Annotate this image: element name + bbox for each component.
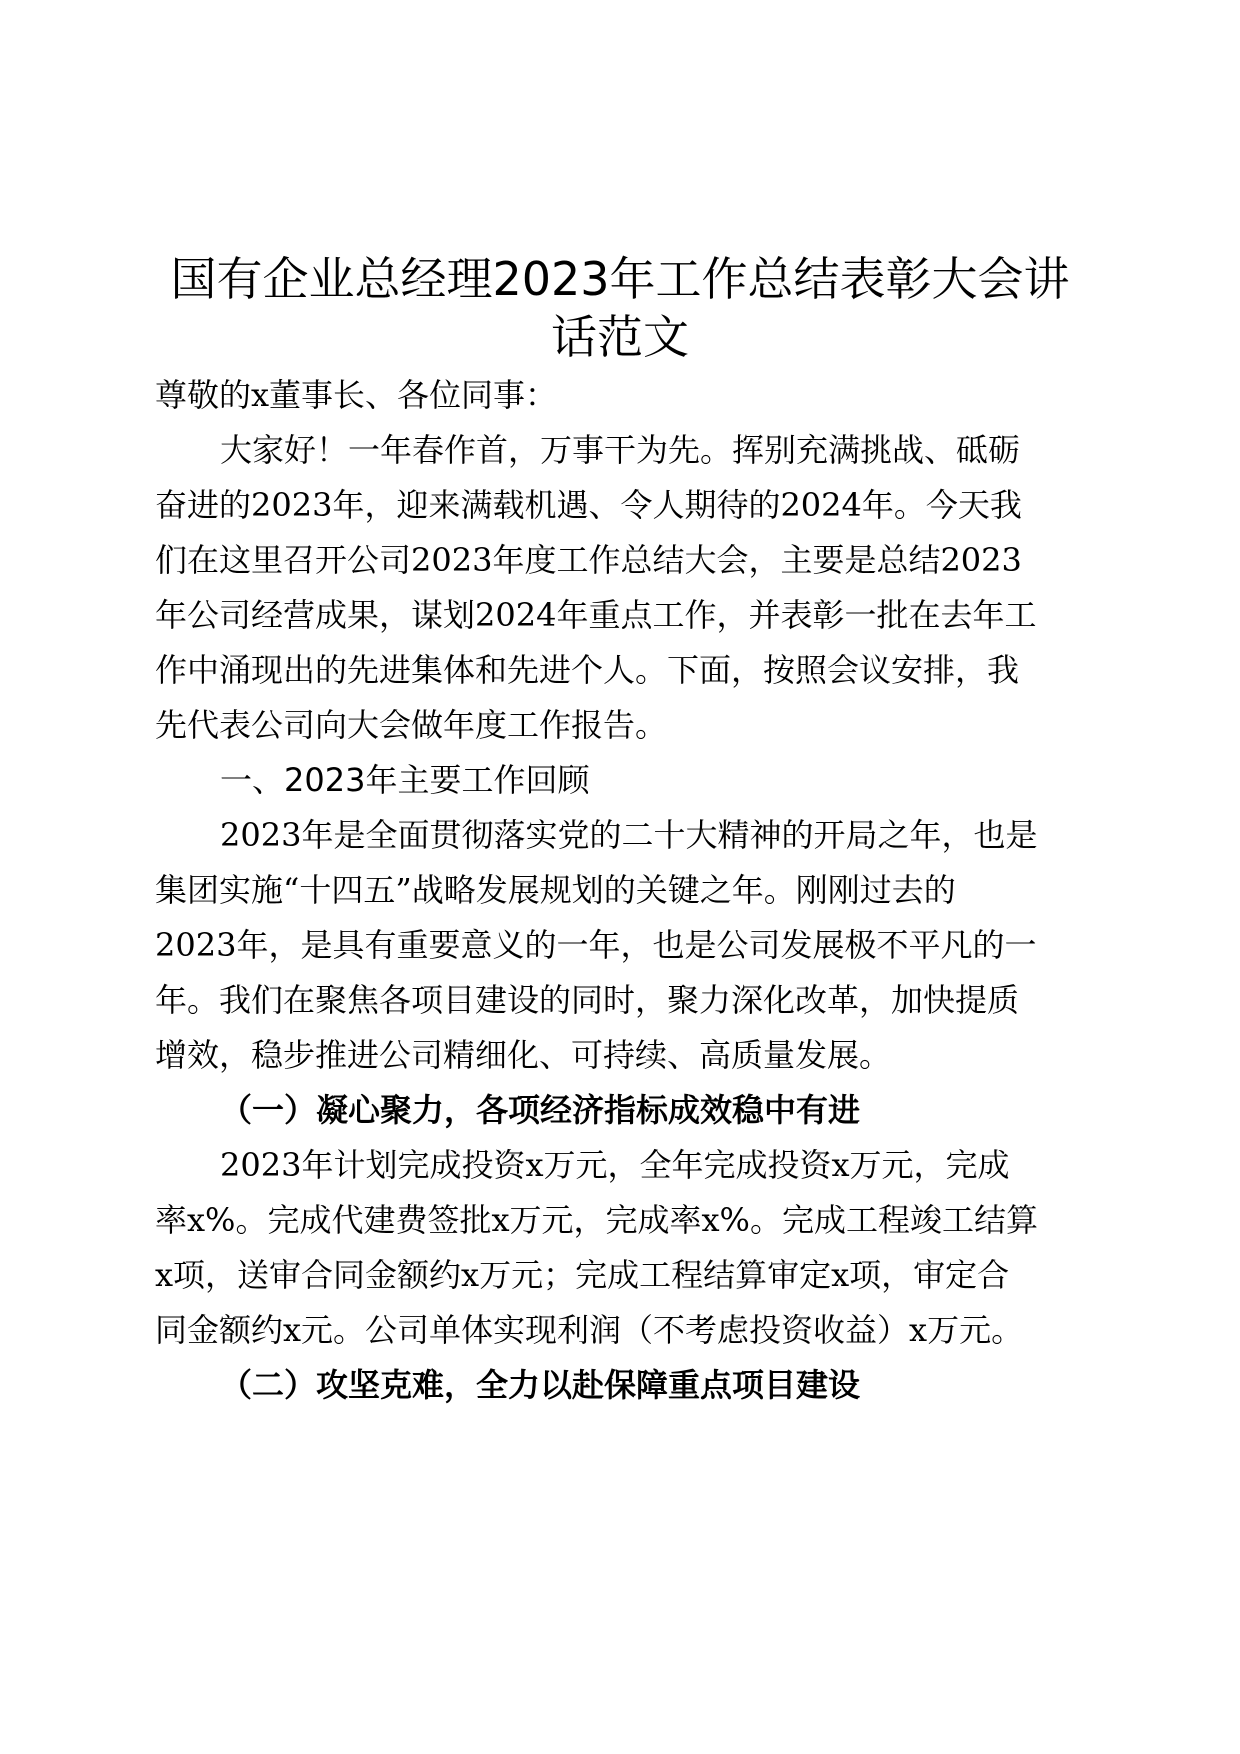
section-paragraph-line: 2023年，是具有重要意义的一年，也是公司发展极不平凡的一 (155, 926, 1037, 964)
document-title-line-2: 话范文 (551, 310, 689, 364)
section-heading: 一、2023年主要工作回顾 (220, 761, 590, 799)
subsection-paragraph-line: 率x%。完成代建费签批x万元，完成率x%。完成工程竣工结算 (155, 1201, 1038, 1239)
section-paragraph-line: 2023年是全面贯彻落实党的二十大精神的开局之年，也是 (220, 816, 1038, 854)
intro-line: 们在这里召开公司2023年度工作总结大会，主要是总结2023 (155, 541, 1022, 579)
subsection-paragraph-line: 2023年计划完成投资x万元，全年完成投资x万元，完成 (220, 1146, 1010, 1184)
intro-line: 大家好！一年春作首，万事干为先。挥别充满挑战、砥砺 (220, 431, 1021, 469)
section-paragraph-line: 集团实施“十四五”战略发展规划的关键之年。刚刚过去的 (155, 871, 956, 909)
intro-line: 作中涌现出的先进集体和先进个人。下面，按照会议安排，我 (155, 651, 1020, 689)
intro-line: 年公司经营成果，谋划2024年重点工作，并表彰一批在去年工 (155, 596, 1037, 634)
subsection-paragraph-line: 同金额约x元。公司单体实现利润（不考虑投资收益）x万元。 (155, 1311, 1024, 1349)
subsection-heading: （一）凝心聚力，各项经济指标成效稳中有进 (220, 1091, 861, 1129)
subsection-heading: （二）攻坚克难，全力以赴保障重点项目建设 (220, 1366, 861, 1404)
document-title-line-1: 国有企业总经理2023年工作总结表彰大会讲 (170, 252, 1070, 306)
intro-line: 奋进的2023年，迎来满载机遇、令人期待的2024年。今天我 (155, 486, 1022, 524)
subsection-paragraph-line: x项，送审合同金额约x万元；完成工程结算审定x项，审定合 (155, 1256, 1010, 1294)
salutation: 尊敬的x董事长、各位同事： (155, 376, 558, 414)
section-paragraph-line: 年。我们在聚焦各项目建设的同时，聚力深化改革，加快提质 (155, 981, 1020, 1019)
intro-line: 先代表公司向大会做年度工作报告。 (155, 706, 668, 744)
section-paragraph-line: 增效，稳步推进公司精细化、可持续、高质量发展。 (155, 1036, 892, 1074)
